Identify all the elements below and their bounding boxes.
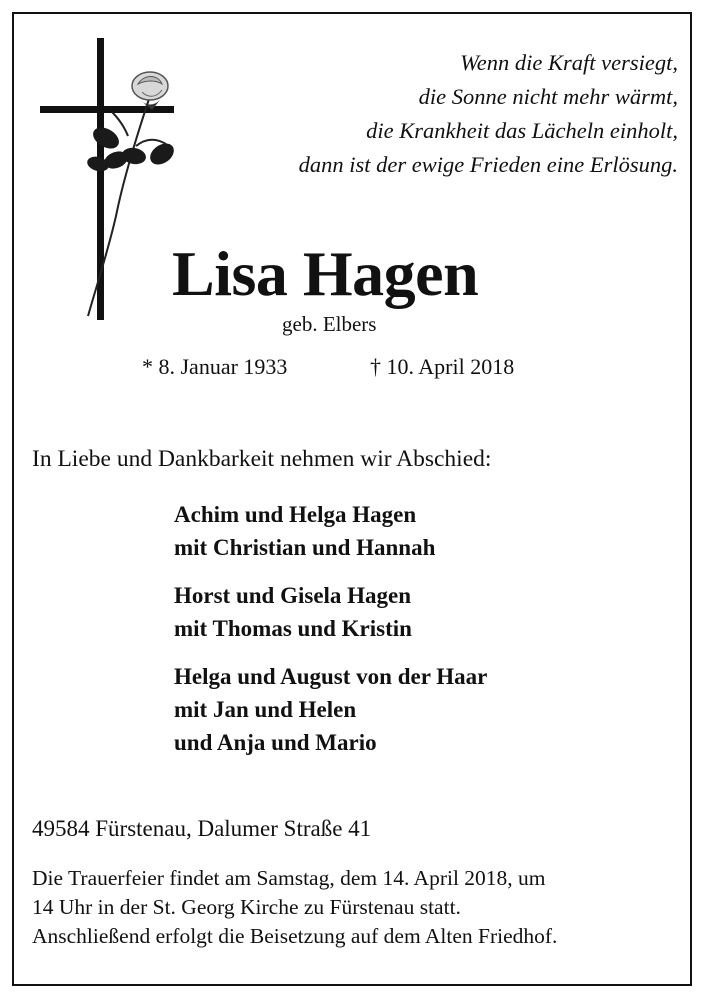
mourner-group xyxy=(174,579,487,645)
funeral-line: Die Trauerfeier findet am Samstag, dem 14. April 2018, um xyxy=(32,866,546,890)
cross-with-rose-icon xyxy=(28,26,174,320)
death-date: † 10. April 2018 xyxy=(370,354,515,379)
mourner-line: mit Jan und Helen xyxy=(174,697,357,722)
poem xyxy=(299,46,678,182)
poem-line: die Krankheit das Lächeln einholt, xyxy=(366,118,678,143)
mourner-line: mit Christian und Hannah xyxy=(174,535,436,560)
poem-line: die Sonne nicht mehr wärmt, xyxy=(418,84,678,109)
poem-line: dann ist der ewige Frieden eine Erlösung. xyxy=(298,152,678,177)
family-address: 49584 Fürstenau, Dalumer Straße 41 xyxy=(32,816,372,841)
birth-date: * 8. Januar 1933 xyxy=(142,354,288,379)
mourner-line: und Anja und Mario xyxy=(174,730,377,755)
deceased-name: Lisa Hagen xyxy=(172,238,479,309)
mourner-line: Achim und Helga Hagen xyxy=(174,502,417,527)
mourner-line: mit Thomas und Kristin xyxy=(174,616,412,641)
funeral-line: 14 Uhr in der St. Georg Kirche zu Fürstenau statt. xyxy=(32,895,461,919)
life-dates xyxy=(142,352,515,382)
funeral-line: Anschließend erfolgt die Beisetzung auf dem Alten Friedhof. xyxy=(32,924,558,948)
mourner-group xyxy=(174,498,487,564)
mourner-group xyxy=(174,660,487,759)
mourner-line: Horst und Gisela Hagen xyxy=(174,583,412,608)
funeral-notice xyxy=(32,864,672,951)
poem-line: Wenn die Kraft versiegt, xyxy=(460,50,678,75)
maiden-name: geb. Elbers xyxy=(282,312,377,336)
farewell-intro: In Liebe und Dankbarkeit nehmen wir Abschied: xyxy=(32,446,492,472)
mourner-line: Helga und August von der Haar xyxy=(174,664,488,689)
mourners-list xyxy=(174,498,487,774)
